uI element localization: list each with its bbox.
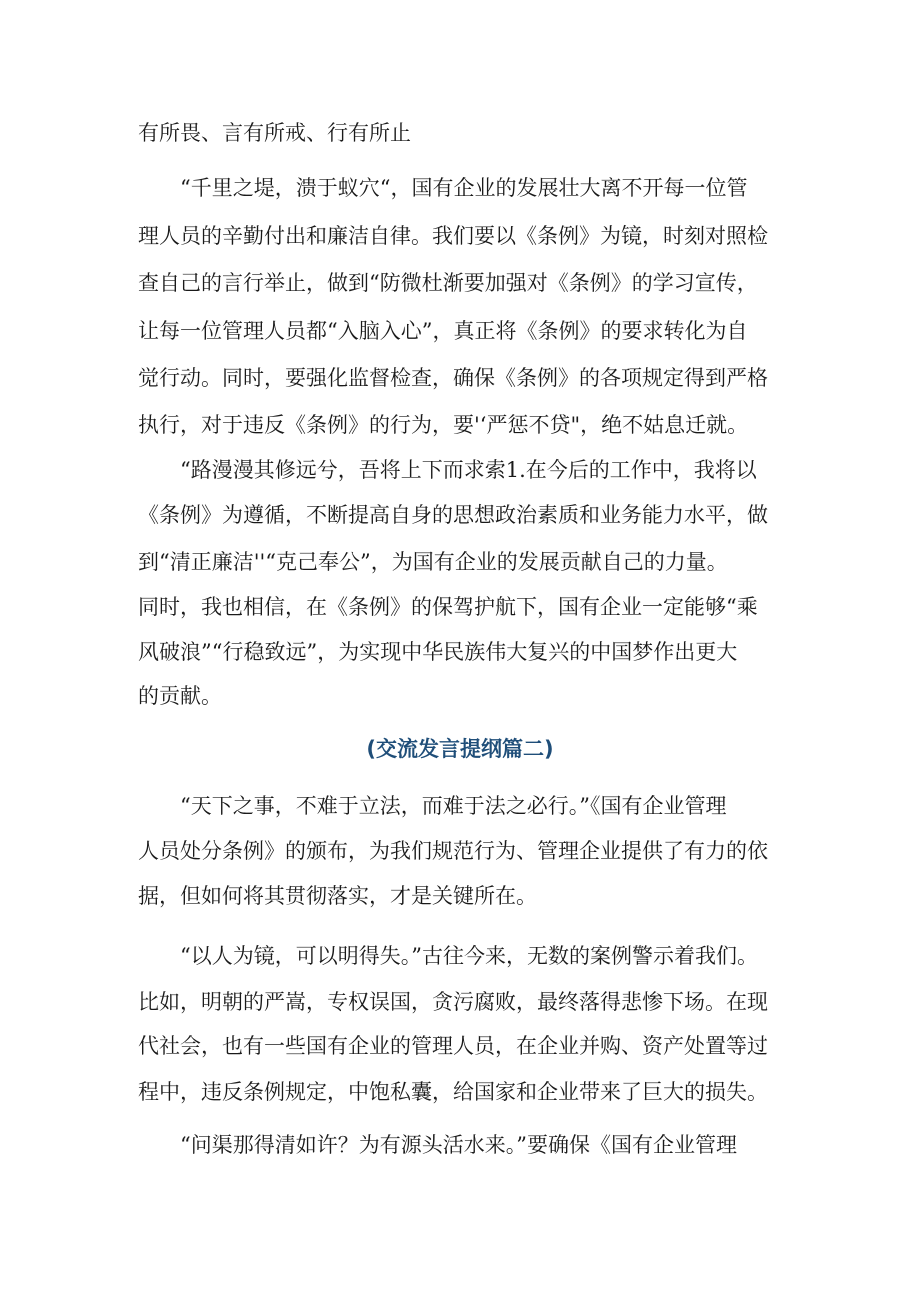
text-line: “问渠那得清如许？为有源头活水来。”要确保《国有企业管理 [180, 1133, 737, 1157]
text-line: “千里之堤，溃于蚁穴“，国有企业的发展壮大离不开每一位管 [180, 176, 748, 200]
text-line: “以人为镜，可以明得失。”古往今来，无数的案例警示着我们。 [180, 944, 758, 968]
text-line: 比如，明朝的严嵩，专权误国，贪污腐败，最终落得悲惨下场。在现 [138, 990, 768, 1014]
text-line: 《条例》为遵循，不断提高自身的思想政治素质和业务能力水平，做 [138, 503, 768, 527]
text-line: 程中，违反条例规定，中饱私囊，给国家和企业带来了巨大的损失。 [138, 1080, 768, 1104]
section-heading: (交流发言提纲篇二) [366, 737, 554, 761]
text-line: “天下之事，不难于立法，而难于法之必行。”《国有企业管理 [180, 794, 727, 818]
text-line: 让每一位管理人员都“入脑入心”，真正将《条例》的要求转化为自 [138, 319, 748, 343]
text-line: 到“清正廉洁''“克己奉公”，为国有企业的发展贡献自己的力量。 [138, 550, 728, 574]
text-line: 同时，我也相信，在《条例》的保驾护航下，国有企业一定能够“乘 [138, 595, 758, 619]
text-line: 理人员的辛勤付出和廉洁自律。我们要以《条例》为镜，时刻对照检 [138, 224, 768, 248]
text-line: 执行，对于违反《条例》的行为，要'‘严惩不贷"，绝不姑息迁就。 [138, 413, 749, 437]
text-line: 代社会，也有一些国有企业的管理人员，在企业并购、资产处置等过 [138, 1034, 768, 1058]
text-line: 据，但如何将其贯彻落实，才是关键所在。 [138, 884, 537, 908]
text-line: 有所畏、言有所戒、行有所止 [138, 121, 411, 145]
text-line: 的贡献。 [138, 684, 222, 708]
text-line: 风破浪”“行稳致远”，为实现中华民族伟大复兴的中国梦作出更大 [138, 640, 738, 664]
text-line: “路漫漫其修远兮，吾将上下而求索1.在今后的工作中，我将以 [180, 458, 757, 482]
text-line: 觉行动。同时，要强化监督检查，确保《条例》的各项规定得到严格 [138, 366, 768, 390]
text-line: 人员处分条例》的颁布，为我们规范行为、管理企业提供了有力的依 [138, 839, 768, 863]
text-line: 查自己的言行举止，做到“防微杜渐要加强对《条例》的学习宣传， [138, 271, 758, 295]
